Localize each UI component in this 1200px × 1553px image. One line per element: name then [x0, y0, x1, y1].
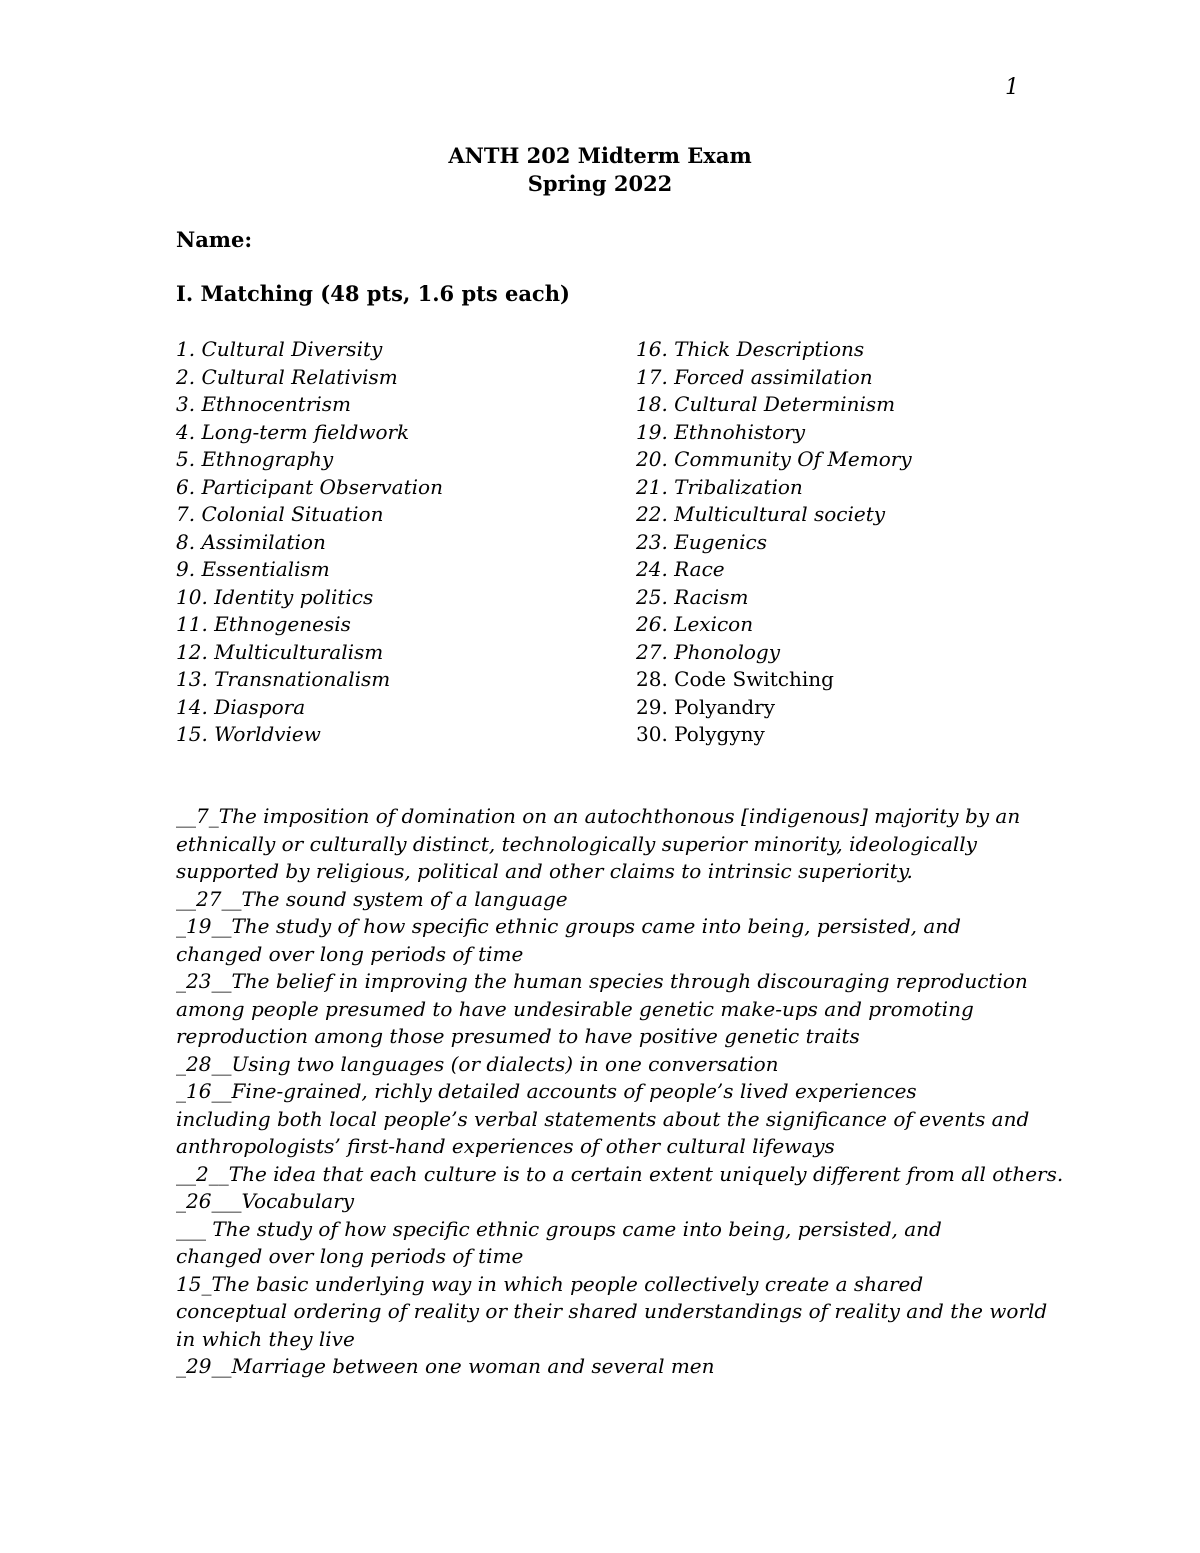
answer-line: among people presumed to have undesirable genetic make-ups and promoting	[176, 996, 974, 1021]
answer-line: conceptual ordering of reality or their shared understandings of reality and the world	[176, 1299, 1048, 1323]
term-item: 5. Ethnography	[176, 447, 334, 471]
exam-title: ANTH 202 Midterm Exam	[448, 143, 752, 168]
answer-line: __2__The idea that each culture is to a certain extent uniquely different from all others.	[176, 1161, 1064, 1186]
answer-line: including both local people’s verbal statements about the significance of events and	[176, 1106, 1030, 1131]
term-item: 7. Colonial Situation	[176, 502, 384, 526]
term-item: 18. Cultural Determinism	[636, 392, 896, 416]
term-item: 14. Diaspora	[176, 694, 306, 719]
answer-line: _28__Using two languages (or dialects) in one conversation	[176, 1051, 779, 1076]
term-item: 28. Code Switching	[636, 667, 834, 691]
term-item: 4. Long-term fieldwork	[176, 419, 410, 444]
answer-line: ethnically or culturally distinct, technologically superior minority, ideologically	[176, 831, 977, 856]
term-item: 22. Multicultural society	[636, 502, 886, 526]
answer-line: __7_The imposition of domination on an autochthonous [indigenous] majority by an	[176, 804, 1021, 828]
answer-line: __27__The sound system of a language	[176, 886, 568, 911]
term-item: 6. Participant Observation	[176, 474, 443, 499]
term-item: 20. Community Of Memory	[636, 447, 912, 471]
matching-answers	[176, 803, 1064, 1381]
term-item: 8. Assimilation	[176, 529, 326, 554]
term-item: 30. Polygyny	[636, 722, 765, 746]
term-item: 25. Racism	[636, 584, 749, 609]
term-item: 24. Race	[636, 557, 725, 581]
exam-term: Spring 2022	[527, 171, 673, 196]
term-item: 10. Identity politics	[176, 584, 374, 609]
term-item: 27. Phonology	[636, 639, 781, 664]
term-item: 9. Essentialism	[176, 557, 330, 581]
name-label: Name:	[176, 227, 253, 252]
answer-line: 15_The basic underlying way in which people collectively create a shared	[176, 1271, 924, 1296]
term-item: 2. Cultural Relativism	[176, 364, 398, 389]
answer-line: changed over long periods of time	[176, 1244, 524, 1268]
term-item: 12. Multiculturalism	[176, 639, 384, 664]
answer-line: in which they live	[176, 1326, 355, 1351]
term-item: 13. Transnationalism	[176, 667, 391, 691]
answer-line: _19__The study of how specific ethnic groups came into being, persisted, and	[176, 914, 961, 938]
answer-line: _23__The belief in improving the human species through discouraging reproduction	[176, 969, 1028, 993]
answer-line: reproduction among those presumed to have positive genetic traits	[176, 1024, 860, 1048]
term-item: 15. Worldview	[176, 722, 321, 746]
term-item: 23. Eugenics	[636, 529, 768, 554]
terms-list-right	[636, 336, 912, 749]
term-item: 19. Ethnohistory	[636, 419, 806, 444]
exam-title-block	[0, 142, 1200, 198]
term-item: 16. Thick Descriptions	[636, 337, 865, 361]
term-item: 17. Forced assimilation	[636, 364, 873, 389]
answer-line: _16__Fine-grained, richly detailed accounts of people’s lived experiences	[176, 1079, 917, 1103]
term-item: 11. Ethnogenesis	[176, 612, 351, 636]
answer-line: changed over long periods of time	[176, 941, 524, 966]
answer-line: anthropologists’ first-hand experiences of other cultural lifeways	[176, 1134, 835, 1158]
answer-line: _26___Vocabulary	[176, 1189, 355, 1213]
section-heading: I. Matching (48 pts, 1.6 pts each)	[176, 281, 570, 306]
answer-line: ___ The study of how specific ethnic groups came into being, persisted, and	[176, 1216, 942, 1241]
terms-list-left	[176, 336, 443, 749]
term-item: 21. Tribalization	[636, 474, 803, 499]
term-item: 3. Ethnocentrism	[176, 392, 352, 416]
term-item: 1. Cultural Diversity	[176, 337, 383, 361]
term-item: 29. Polyandry	[636, 694, 776, 719]
answer-line: _29__Marriage between one woman and several men	[176, 1354, 715, 1378]
answer-line: supported by religious, political and other claims to intrinsic superiority.	[176, 859, 913, 883]
term-item: 26. Lexicon	[636, 612, 754, 636]
page-number: 1	[1005, 75, 1019, 100]
